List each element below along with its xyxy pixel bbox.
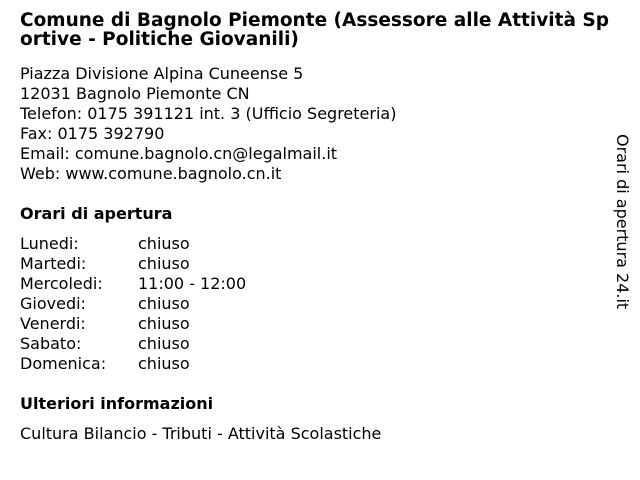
website-address: Web: www.comune.bagnolo.cn.it [20,164,282,183]
fax-number: Fax: 0175 392790 [20,124,165,143]
hours-value: chiuso [138,234,190,253]
hours-row-thursday [20,294,246,314]
hours-row-sunday [20,354,246,374]
hours-row-tuesday [20,254,246,274]
day-label: Sabato: [20,334,82,353]
email-address: Email: comune.bagnolo.cn@legalmail.it [20,144,338,163]
hours-value: chiuso [138,334,190,353]
site-watermark: Orari di apertura 24.it [613,134,632,310]
hours-value: chiuso [138,354,190,373]
phone-number: Telefon: 0175 391121 int. 3 (Ufficio Segreteria) [20,104,397,123]
hours-row-monday [20,234,246,254]
day-label: Giovedi: [20,294,86,313]
hours-value: chiuso [138,294,190,313]
hours-value: chiuso [138,254,190,273]
hours-row-wednesday [20,274,246,294]
day-label: Lunedi: [20,234,79,253]
address-block [20,64,396,184]
hours-value: chiuso [138,314,190,333]
additional-info-heading: Ulteriori informazioni [20,394,214,413]
page-title: Comune di Bagnolo Piemonte (Assessore alle Attività Sportive - Politiche Giovanili) [20,10,609,50]
hours-row-friday [20,314,246,334]
day-label: Domenica: [20,354,107,373]
street-address: Piazza Divisione Alpina Cuneense 5 [20,64,304,83]
city-address: 12031 Bagnolo Piemonte CN [20,84,250,103]
hours-value: 11:00 - 12:00 [138,274,247,293]
day-label: Martedi: [20,254,87,273]
additional-info-text: Cultura Bilancio - Tributi - Attività Scolastiche [20,424,382,443]
day-label: Mercoledi: [20,274,103,293]
opening-hours-table [20,234,246,374]
day-label: Venerdi: [20,314,86,333]
hours-row-saturday [20,334,246,354]
opening-hours-heading: Orari di apertura [20,204,173,223]
